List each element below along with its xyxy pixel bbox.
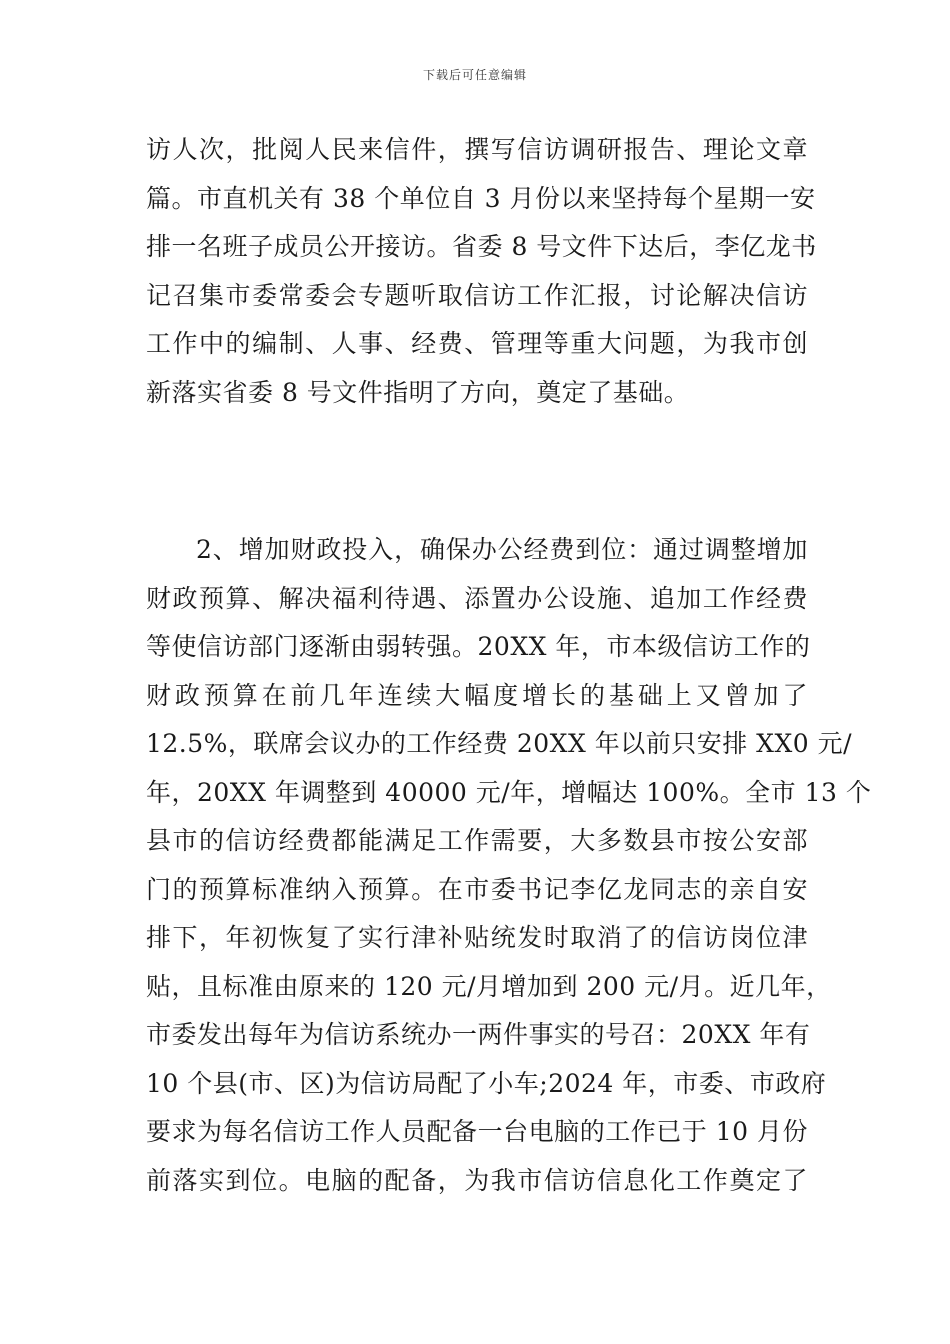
paragraph-line: 篇。市直机关有 38 个单位自 3 月份以来坚持每个星期一安 [146, 183, 816, 213]
paragraph-line: 12.5%，联席会议办的工作经费 20XX 年以前只安排 XX0 元/ [146, 729, 853, 758]
paragraph-1 [146, 126, 817, 417]
paragraph-line: 贴，且标准由原来的 120 元/月增加到 200 元/月。近几年， [146, 971, 832, 1001]
paragraph-line: 市委发出每年为信访系统办一两件事实的号召：20XX 年有 [146, 1020, 811, 1049]
paragraph-2 [146, 526, 872, 1205]
paragraph-line: 财政预算在前几年连续大幅度增长的基础上又曾加了 [146, 680, 808, 710]
paragraph-line: 工作中的编制、人事、经费、管理等重大问题，为我市创 [146, 329, 808, 358]
paragraph-line: 记召集市委常委会专题听取信访工作汇报，讨论解决信访 [146, 280, 808, 310]
paragraph-line: 2、增加财政投入，确保办公经费到位：通过调整增加 [196, 535, 808, 564]
paragraph-line: 门的预算标准纳入预算。在市委书记李亿龙同志的亲自安 [146, 874, 808, 904]
paragraph-line: 前落实到位。电脑的配备，为我市信访信息化工作奠定了 [146, 1165, 808, 1195]
paragraph-line: 年，20XX 年调整到 40000 元/年，增幅达 100%。全市 13 个 [146, 777, 872, 807]
paragraph-line: 排一名班子成员公开接访。省委 8 号文件下达后，李亿龙书 [146, 232, 817, 261]
paragraph-line: 10 个县(市、区)为信访局配了小车;2024 年，市委、市政府 [146, 1068, 827, 1098]
paragraph-line: 要求为每名信访工作人员配备一台电脑的工作已于 10 月份 [146, 1117, 808, 1146]
paragraph-line: 排下，年初恢复了实行津补贴统发时取消了的信访岗位津 [146, 923, 808, 952]
page-header: 下载后可任意编辑 [422, 68, 527, 82]
paragraph-line: 等使信访部门逐渐由弱转强。20XX 年，市本级信访工作的 [146, 632, 811, 661]
paragraph-line: 财政预算、解决福利待遇、添置办公设施、追加工作经费 [146, 583, 808, 613]
paragraph-line: 新落实省委 8 号文件指明了方向，奠定了基础。 [146, 377, 690, 407]
paragraph-line: 县市的信访经费都能满足工作需要，大多数县市按公安部 [146, 826, 808, 855]
paragraph-line: 访人次，批阅人民来信件，撰写信访调研报告、理论文章 [146, 135, 808, 164]
